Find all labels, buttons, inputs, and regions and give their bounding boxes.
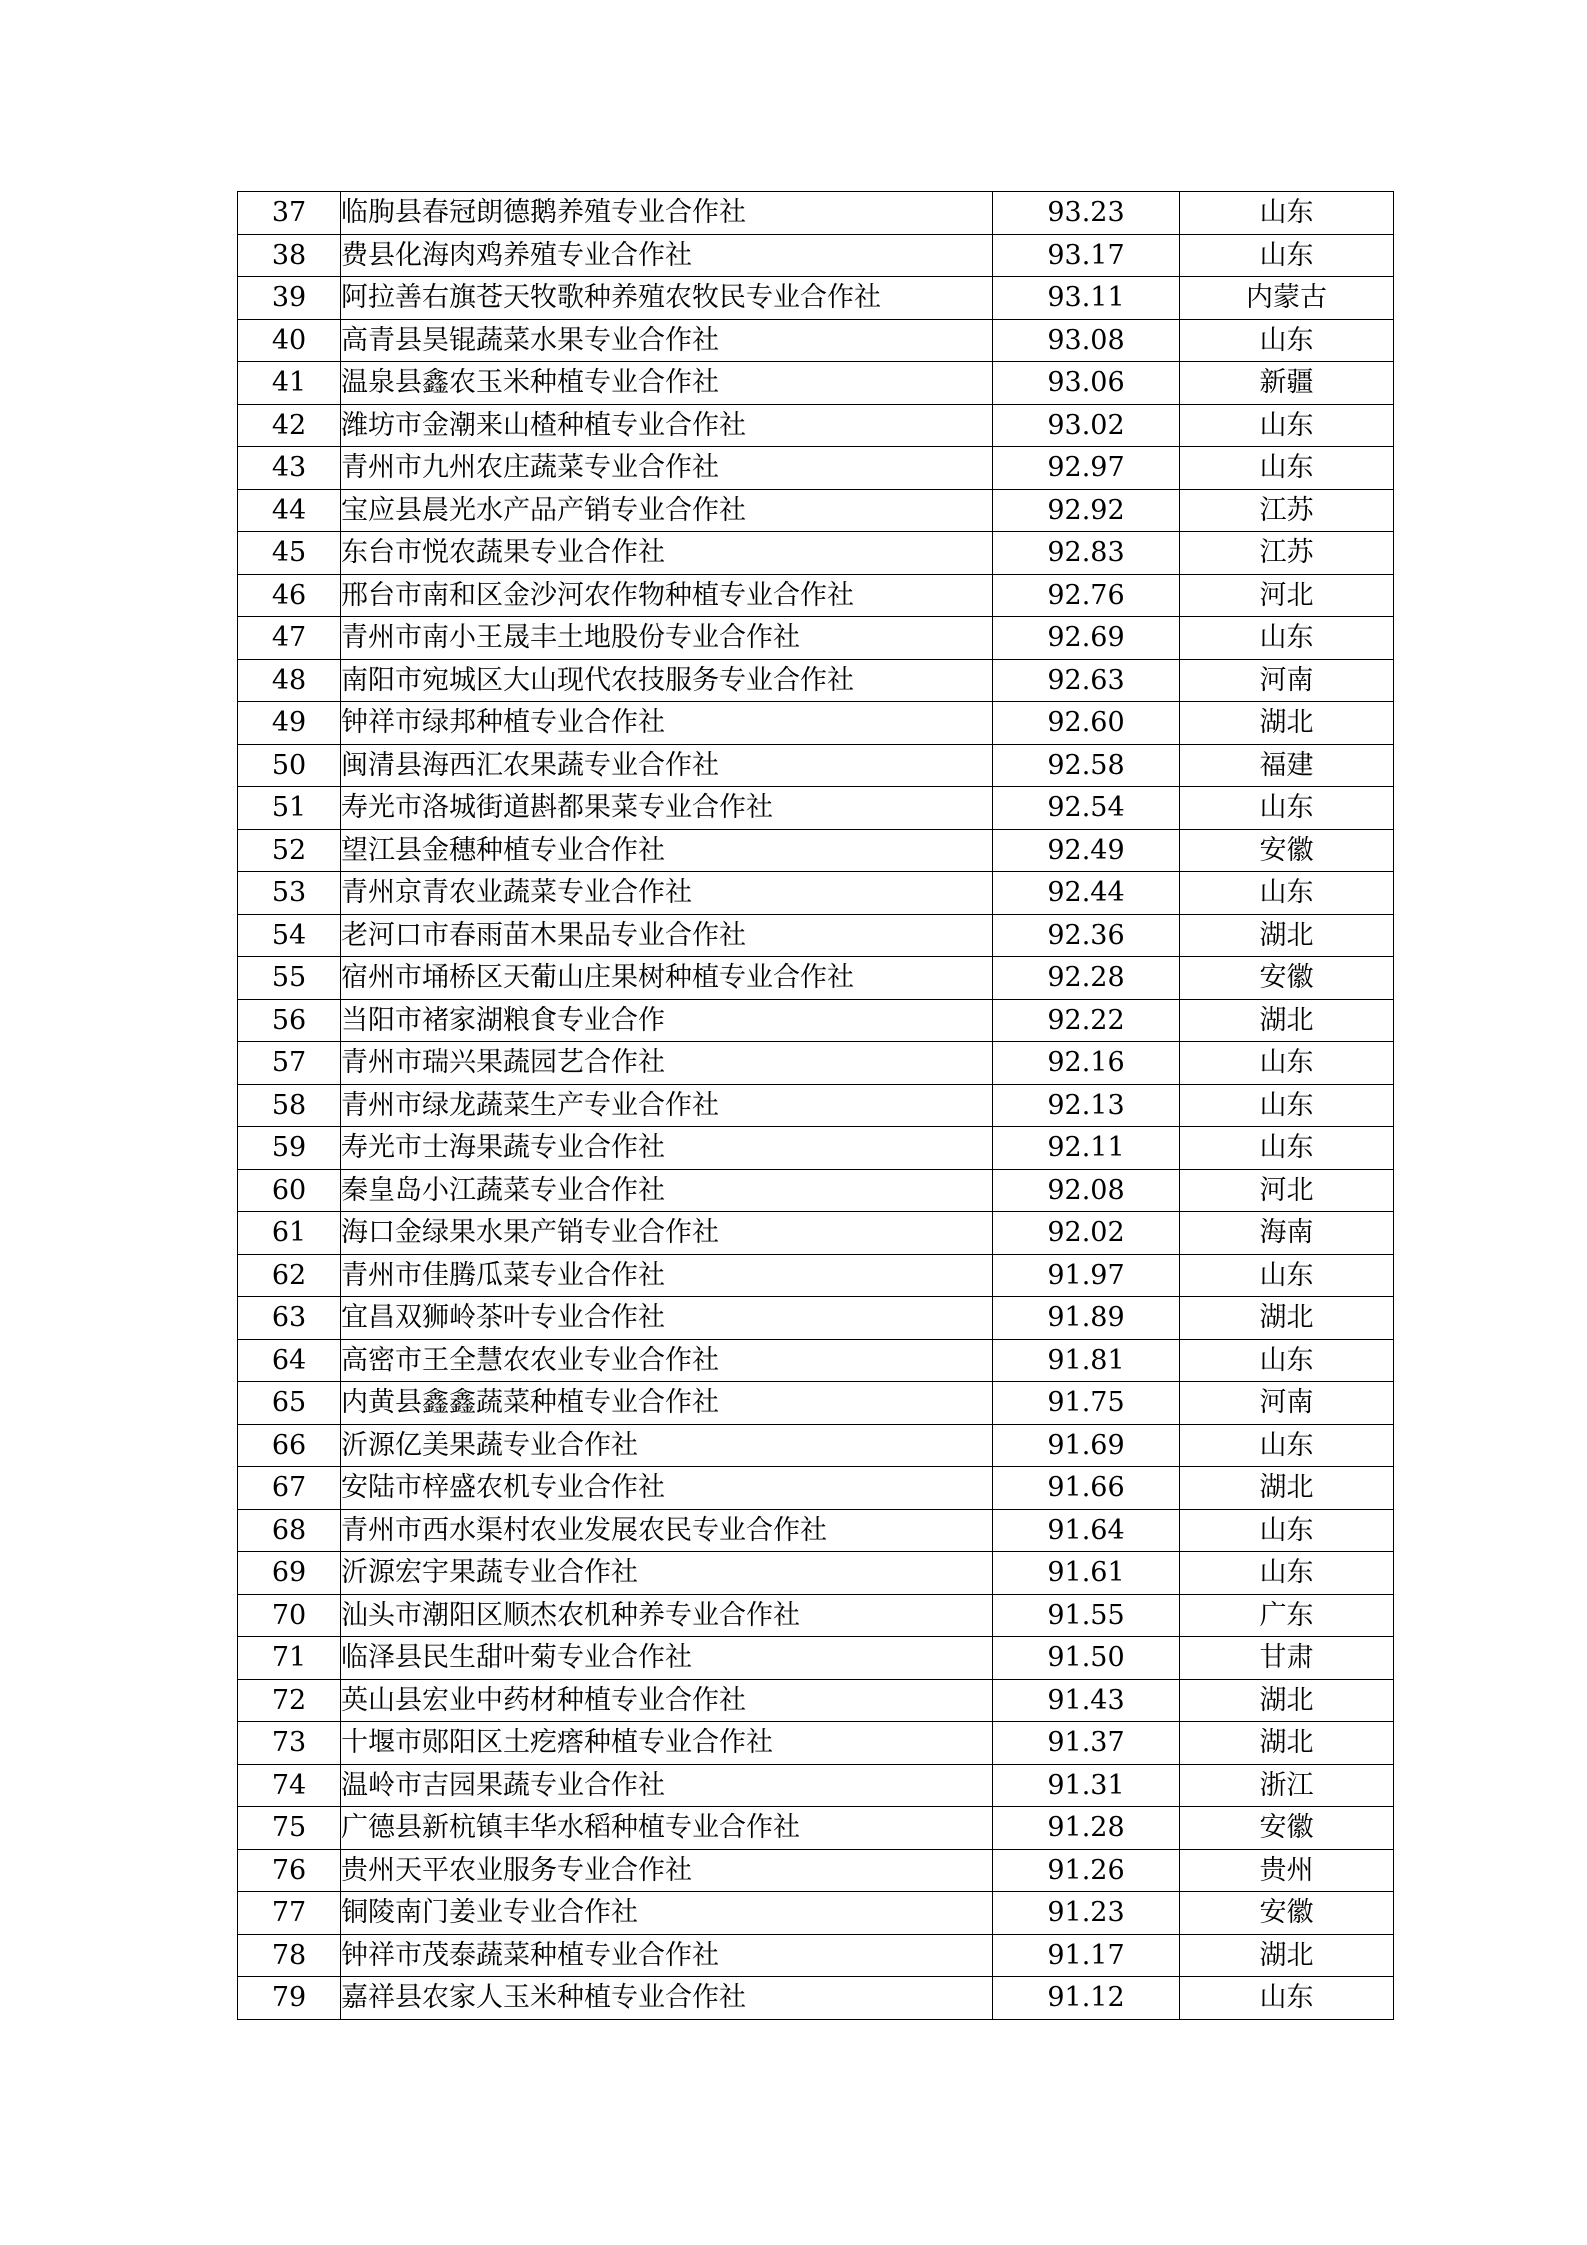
table-row [238,1297,1394,1340]
cooperative-name-cell: 寿光市洛城街道斟都果菜专业合作社 [341,787,993,830]
table-row [238,1467,1394,1510]
cooperative-name-cell: 青州市瑞兴果蔬园艺合作社 [341,1042,993,1085]
row-number-cell: 41 [238,362,341,405]
table-row [238,1892,1394,1935]
score-cell: 91.31 [993,1764,1180,1807]
cooperative-name-cell: 英山县宏业中药材种植专业合作社 [341,1679,993,1722]
score-cell: 93.23 [993,192,1180,235]
province-cell: 山东 [1180,319,1394,362]
score-cell: 92.97 [993,447,1180,490]
table-row [238,277,1394,320]
province-cell: 江苏 [1180,489,1394,532]
table-row [238,1679,1394,1722]
row-number-cell: 58 [238,1084,341,1127]
cooperative-name-cell: 嘉祥县农家人玉米种植专业合作社 [341,1977,993,2020]
row-number-cell: 76 [238,1849,341,1892]
cooperative-name-cell: 沂源宏宇果蔬专业合作社 [341,1552,993,1595]
cooperative-name-cell: 秦皇岛小江蔬菜专业合作社 [341,1169,993,1212]
score-cell: 92.92 [993,489,1180,532]
score-cell: 92.16 [993,1042,1180,1085]
score-cell: 91.97 [993,1254,1180,1297]
row-number-cell: 55 [238,957,341,1000]
table-row [238,1764,1394,1807]
cooperative-name-cell: 闽清县海西汇农果蔬专业合作社 [341,744,993,787]
score-cell: 91.17 [993,1934,1180,1977]
table-row [238,1382,1394,1425]
row-number-cell: 40 [238,319,341,362]
table-row [238,362,1394,405]
row-number-cell: 62 [238,1254,341,1297]
table-row [238,532,1394,575]
table-row [238,1977,1394,2020]
score-cell: 92.08 [993,1169,1180,1212]
province-cell: 湖北 [1180,702,1394,745]
cooperative-name-cell: 当阳市褚家湖粮食专业合作 [341,999,993,1042]
province-cell: 山东 [1180,1084,1394,1127]
row-number-cell: 65 [238,1382,341,1425]
table-row [238,702,1394,745]
province-cell: 海南 [1180,1212,1394,1255]
row-number-cell: 52 [238,829,341,872]
province-cell: 山东 [1180,872,1394,915]
row-number-cell: 59 [238,1127,341,1170]
table-row [238,1084,1394,1127]
table-row [238,829,1394,872]
cooperative-name-cell: 宜昌双狮岭茶叶专业合作社 [341,1297,993,1340]
table-row [238,1042,1394,1085]
province-cell: 安徽 [1180,957,1394,1000]
score-cell: 91.55 [993,1594,1180,1637]
table-row [238,1509,1394,1552]
row-number-cell: 48 [238,659,341,702]
row-number-cell: 79 [238,1977,341,2020]
cooperative-name-cell: 临泽县民生甜叶菊专业合作社 [341,1637,993,1680]
province-cell: 山东 [1180,1339,1394,1382]
score-cell: 91.26 [993,1849,1180,1892]
table-row [238,617,1394,660]
cooperative-name-cell: 青州市佳腾瓜菜专业合作社 [341,1254,993,1297]
score-cell: 91.89 [993,1297,1180,1340]
row-number-cell: 39 [238,277,341,320]
row-number-cell: 44 [238,489,341,532]
cooperative-name-cell: 望江县金穗种植专业合作社 [341,829,993,872]
cooperative-ranking-table [237,191,1394,2020]
province-cell: 山东 [1180,447,1394,490]
cooperative-name-cell: 南阳市宛城区大山现代农技服务专业合作社 [341,659,993,702]
score-cell: 92.11 [993,1127,1180,1170]
cooperative-name-cell: 铜陵南门姜业专业合作社 [341,1892,993,1935]
table-row [238,659,1394,702]
row-number-cell: 67 [238,1467,341,1510]
cooperative-name-cell: 宿州市埇桥区天葡山庄果树种植专业合作社 [341,957,993,1000]
table-row [238,957,1394,1000]
score-cell: 91.61 [993,1552,1180,1595]
province-cell: 安徽 [1180,829,1394,872]
province-cell: 湖北 [1180,1679,1394,1722]
table-row [238,999,1394,1042]
province-cell: 湖北 [1180,999,1394,1042]
row-number-cell: 71 [238,1637,341,1680]
score-cell: 93.02 [993,404,1180,447]
cooperative-name-cell: 费县化海肉鸡养殖专业合作社 [341,234,993,277]
score-cell: 92.22 [993,999,1180,1042]
score-cell: 91.81 [993,1339,1180,1382]
table-row [238,234,1394,277]
table-row [238,192,1394,235]
province-cell: 江苏 [1180,532,1394,575]
row-number-cell: 69 [238,1552,341,1595]
province-cell: 山东 [1180,1977,1394,2020]
province-cell: 湖北 [1180,1934,1394,1977]
row-number-cell: 73 [238,1722,341,1765]
province-cell: 内蒙古 [1180,277,1394,320]
row-number-cell: 78 [238,1934,341,1977]
score-cell: 92.13 [993,1084,1180,1127]
row-number-cell: 70 [238,1594,341,1637]
province-cell: 山东 [1180,1552,1394,1595]
row-number-cell: 38 [238,234,341,277]
province-cell: 山东 [1180,192,1394,235]
row-number-cell: 64 [238,1339,341,1382]
table-row [238,1722,1394,1765]
cooperative-name-cell: 高密市王全慧农农业专业合作社 [341,1339,993,1382]
row-number-cell: 72 [238,1679,341,1722]
province-cell: 山东 [1180,1042,1394,1085]
row-number-cell: 74 [238,1764,341,1807]
cooperative-name-cell: 安陆市梓盛农机专业合作社 [341,1467,993,1510]
province-cell: 山东 [1180,1509,1394,1552]
score-cell: 91.69 [993,1424,1180,1467]
cooperative-name-cell: 钟祥市茂泰蔬菜种植专业合作社 [341,1934,993,1977]
row-number-cell: 53 [238,872,341,915]
province-cell: 湖北 [1180,1722,1394,1765]
province-cell: 山东 [1180,234,1394,277]
table-row [238,1169,1394,1212]
row-number-cell: 49 [238,702,341,745]
score-cell: 92.54 [993,787,1180,830]
cooperative-name-cell: 贵州天平农业服务专业合作社 [341,1849,993,1892]
score-cell: 91.28 [993,1807,1180,1850]
cooperative-name-cell: 钟祥市绿邦种植专业合作社 [341,702,993,745]
cooperative-name-cell: 广德县新杭镇丰华水稻种植专业合作社 [341,1807,993,1850]
cooperative-name-cell: 宝应县晨光水产品产销专业合作社 [341,489,993,532]
score-cell: 92.28 [993,957,1180,1000]
cooperative-name-cell: 阿拉善右旗苍天牧歌种养殖农牧民专业合作社 [341,277,993,320]
score-cell: 92.76 [993,574,1180,617]
cooperative-name-cell: 青州市西水渠村农业发展农民专业合作社 [341,1509,993,1552]
province-cell: 山东 [1180,617,1394,660]
province-cell: 河北 [1180,1169,1394,1212]
row-number-cell: 50 [238,744,341,787]
province-cell: 贵州 [1180,1849,1394,1892]
province-cell: 山东 [1180,1127,1394,1170]
province-cell: 甘肃 [1180,1637,1394,1680]
table-row [238,574,1394,617]
province-cell: 安徽 [1180,1892,1394,1935]
table-row [238,1254,1394,1297]
score-cell: 93.17 [993,234,1180,277]
score-cell: 92.60 [993,702,1180,745]
score-cell: 92.58 [993,744,1180,787]
province-cell: 福建 [1180,744,1394,787]
table-row [238,744,1394,787]
table-row [238,1552,1394,1595]
province-cell: 湖北 [1180,1467,1394,1510]
province-cell: 山东 [1180,1254,1394,1297]
score-cell: 92.49 [993,829,1180,872]
score-cell: 93.08 [993,319,1180,362]
province-cell: 河南 [1180,659,1394,702]
cooperative-name-cell: 高青县昊锟蔬菜水果专业合作社 [341,319,993,362]
score-cell: 92.44 [993,872,1180,915]
cooperative-name-cell: 青州京青农业蔬菜专业合作社 [341,872,993,915]
table-row [238,447,1394,490]
cooperative-name-cell: 青州市绿龙蔬菜生产专业合作社 [341,1084,993,1127]
row-number-cell: 47 [238,617,341,660]
row-number-cell: 43 [238,447,341,490]
province-cell: 河北 [1180,574,1394,617]
province-cell: 浙江 [1180,1764,1394,1807]
table-row [238,1637,1394,1680]
table-row [238,1594,1394,1637]
score-cell: 93.06 [993,362,1180,405]
row-number-cell: 77 [238,1892,341,1935]
score-cell: 93.11 [993,277,1180,320]
score-cell: 91.64 [993,1509,1180,1552]
table-row [238,787,1394,830]
table-row [238,489,1394,532]
cooperative-name-cell: 老河口市春雨苗木果品专业合作社 [341,914,993,957]
cooperative-name-cell: 温岭市吉园果蔬专业合作社 [341,1764,993,1807]
table-body [238,192,1394,2020]
row-number-cell: 45 [238,532,341,575]
cooperative-name-cell: 汕头市潮阳区顺杰农机种养专业合作社 [341,1594,993,1637]
row-number-cell: 68 [238,1509,341,1552]
cooperative-name-cell: 沂源亿美果蔬专业合作社 [341,1424,993,1467]
score-cell: 92.02 [993,1212,1180,1255]
table-row [238,1807,1394,1850]
province-cell: 山东 [1180,1424,1394,1467]
row-number-cell: 57 [238,1042,341,1085]
cooperative-name-cell: 十堰市郧阳区土疙瘩种植专业合作社 [341,1722,993,1765]
table-row [238,1849,1394,1892]
score-cell: 91.75 [993,1382,1180,1425]
table-row [238,1127,1394,1170]
cooperative-name-cell: 海口金绿果水果产销专业合作社 [341,1212,993,1255]
cooperative-name-cell: 温泉县鑫农玉米种植专业合作社 [341,362,993,405]
cooperative-name-cell: 东台市悦农蔬果专业合作社 [341,532,993,575]
cooperative-name-cell: 临朐县春冠朗德鹅养殖专业合作社 [341,192,993,235]
cooperative-name-cell: 寿光市士海果蔬专业合作社 [341,1127,993,1170]
score-cell: 91.66 [993,1467,1180,1510]
cooperative-name-cell: 青州市南小王晟丰土地股份专业合作社 [341,617,993,660]
score-cell: 91.37 [993,1722,1180,1765]
row-number-cell: 61 [238,1212,341,1255]
cooperative-name-cell: 青州市九州农庄蔬菜专业合作社 [341,447,993,490]
province-cell: 安徽 [1180,1807,1394,1850]
score-cell: 91.23 [993,1892,1180,1935]
cooperative-name-cell: 内黄县鑫鑫蔬菜种植专业合作社 [341,1382,993,1425]
table-row [238,1339,1394,1382]
row-number-cell: 51 [238,787,341,830]
score-cell: 91.43 [993,1679,1180,1722]
table-row [238,1934,1394,1977]
row-number-cell: 56 [238,999,341,1042]
province-cell: 山东 [1180,787,1394,830]
row-number-cell: 54 [238,914,341,957]
score-cell: 92.69 [993,617,1180,660]
row-number-cell: 37 [238,192,341,235]
province-cell: 河南 [1180,1382,1394,1425]
score-cell: 92.63 [993,659,1180,702]
row-number-cell: 75 [238,1807,341,1850]
row-number-cell: 66 [238,1424,341,1467]
table-row [238,1212,1394,1255]
province-cell: 新疆 [1180,362,1394,405]
province-cell: 山东 [1180,404,1394,447]
province-cell: 广东 [1180,1594,1394,1637]
cooperative-name-cell: 邢台市南和区金沙河农作物种植专业合作社 [341,574,993,617]
row-number-cell: 60 [238,1169,341,1212]
score-cell: 92.83 [993,532,1180,575]
table-row [238,914,1394,957]
score-cell: 91.50 [993,1637,1180,1680]
row-number-cell: 42 [238,404,341,447]
province-cell: 湖北 [1180,914,1394,957]
table-row [238,1424,1394,1467]
score-cell: 92.36 [993,914,1180,957]
score-cell: 91.12 [993,1977,1180,2020]
province-cell: 湖北 [1180,1297,1394,1340]
table-row [238,319,1394,362]
row-number-cell: 46 [238,574,341,617]
table-row [238,404,1394,447]
table-row [238,872,1394,915]
cooperative-name-cell: 潍坊市金潮来山楂种植专业合作社 [341,404,993,447]
row-number-cell: 63 [238,1297,341,1340]
